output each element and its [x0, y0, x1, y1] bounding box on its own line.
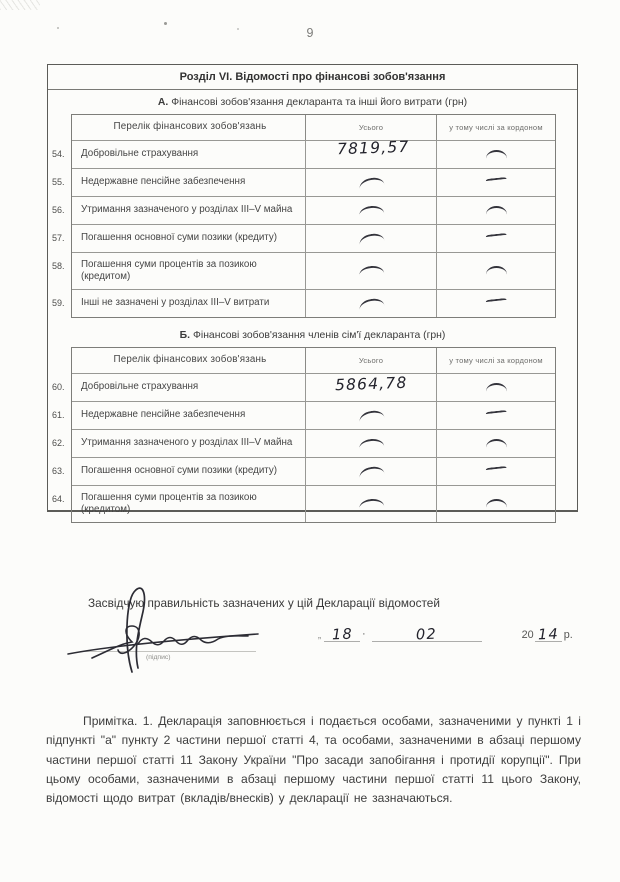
handwritten-total	[358, 177, 383, 188]
part-a-letter: А.	[157, 97, 169, 108]
row-label: Погашення суми процентів за позикою (кредитом)	[81, 491, 257, 515]
signature-scribble	[62, 584, 292, 680]
table-part-b	[52, 347, 556, 523]
handwritten-total	[358, 266, 383, 277]
handwritten-total: 5864,78	[334, 373, 408, 395]
handwritten-abroad	[485, 233, 506, 244]
table-row	[52, 168, 555, 196]
section-vi-box	[47, 64, 578, 515]
row-number: 62.	[52, 438, 65, 448]
handwritten-total	[358, 233, 383, 244]
signature-caption: (підпис)	[146, 654, 171, 661]
row-number: 59.	[52, 298, 65, 308]
table-row	[52, 485, 555, 522]
handwritten-day: 18	[331, 626, 353, 644]
table-row	[52, 196, 555, 224]
row-number: 58.	[52, 261, 65, 271]
table-header	[72, 348, 555, 373]
row-number: 55.	[52, 177, 65, 187]
date-year-suffix: р.	[563, 629, 573, 641]
date-month-field	[372, 627, 482, 642]
handwritten-abroad	[485, 466, 506, 477]
date-year-field	[535, 627, 562, 642]
scan-artifact	[164, 22, 167, 25]
certify-statement: Засвідчую правильність зазначених у цій Декларації відомостей	[88, 596, 440, 610]
row-number: 54.	[52, 149, 65, 159]
date-separator: ·	[362, 628, 366, 640]
row-number: 57.	[52, 233, 65, 243]
part-a-caption-text: Фінансові зобов'язання декларанта та інші його витрати (грн)	[171, 97, 468, 108]
row-number: 61.	[52, 410, 65, 420]
handwritten-abroad	[485, 298, 506, 309]
date-open-mark: „	[318, 630, 321, 640]
table-row	[52, 457, 555, 485]
section-title: Розділ VI. Відомості про фінансові зобов'язання	[48, 65, 577, 90]
row-label: Погашення основної суми позики (кредиту)	[81, 232, 278, 244]
table-part-a	[52, 114, 556, 318]
table-row	[52, 401, 555, 429]
handwritten-year: 14	[537, 626, 559, 644]
row-number: 60.	[52, 382, 65, 392]
scan-artifact	[0, 0, 40, 10]
handwritten-abroad	[485, 382, 506, 393]
handwritten-total	[358, 438, 383, 449]
part-b-caption-text: Фінансові зобов'язання членів сім'ї декларанта (грн)	[192, 330, 446, 341]
table-header	[72, 115, 555, 140]
handwritten-abroad	[485, 149, 506, 160]
handwritten-total: 7819,57	[336, 137, 410, 158]
table-row	[52, 137, 555, 168]
row-label: Недержавне пенсійне забезпечення	[81, 409, 246, 421]
handwritten-abroad	[485, 205, 506, 216]
column-header-abroad: у тому числі за кордоном	[436, 115, 555, 140]
handwritten-abroad	[485, 266, 506, 277]
table-row	[52, 224, 555, 252]
date-day-field	[324, 627, 360, 642]
handwritten-total	[358, 499, 383, 510]
part-b-caption	[48, 330, 577, 341]
handwritten-abroad	[485, 410, 506, 421]
date-year-prefix: 20	[521, 629, 534, 641]
row-label: Погашення основної суми позики (кредиту)	[81, 465, 278, 477]
part-b-letter: Б.	[179, 330, 190, 341]
handwritten-abroad	[485, 499, 506, 510]
row-number: 56.	[52, 205, 65, 215]
column-header-list: Перелік фінансових зобов'язань	[113, 121, 267, 133]
handwritten-month: 02	[415, 626, 438, 644]
row-label: Інші не зазначені у розділах III–V витрати	[81, 297, 270, 309]
handwritten-total	[358, 410, 383, 421]
column-header-total: Усього	[305, 115, 436, 140]
page-number: 9	[306, 26, 314, 40]
note-paragraph: Примітка. 1. Декларація заповнюється і подається особами, зазначеними у пункті 1 і підпункті "а" пункту 2 частини першої статті 4, та особами, зазначеними в абзаці першому частини першої статті 11 Закону України "Про засади запобігання і протидії корупції". При цьому особами, зазначеними в абзаці першому частини першої статті 11 цього Закону, відомості щодо витрат (вкладів/внесків) у декларації не зазначаються.	[46, 714, 581, 806]
row-label: Утримання зазначеного у розділах III–V майна	[81, 204, 293, 216]
row-label: Недержавне пенсійне забезпечення	[81, 176, 246, 188]
handwritten-abroad	[485, 438, 506, 449]
table-row	[52, 252, 555, 289]
column-header-total: Усього	[305, 348, 436, 373]
part-a-caption	[48, 97, 577, 108]
row-label: Погашення суми процентів за позикою (кредитом)	[81, 258, 257, 282]
row-number: 63.	[52, 466, 65, 476]
handwritten-total	[358, 298, 383, 309]
handwritten-total	[358, 466, 383, 477]
row-label: Добровільне страхування	[81, 148, 199, 160]
row-label: Утримання зазначеного у розділах III–V майна	[81, 437, 293, 449]
table-row	[52, 373, 555, 401]
handwritten-abroad	[485, 177, 506, 188]
column-header-list: Перелік фінансових зобов'язань	[113, 354, 267, 366]
date-block	[318, 627, 574, 642]
handwritten-total	[358, 205, 383, 216]
row-number: 64.	[52, 494, 65, 504]
table-row	[52, 289, 555, 317]
row-label: Добровільне страхування	[81, 381, 199, 393]
table-row	[52, 429, 555, 457]
column-header-abroad: у тому числі за кордоном	[436, 348, 555, 373]
